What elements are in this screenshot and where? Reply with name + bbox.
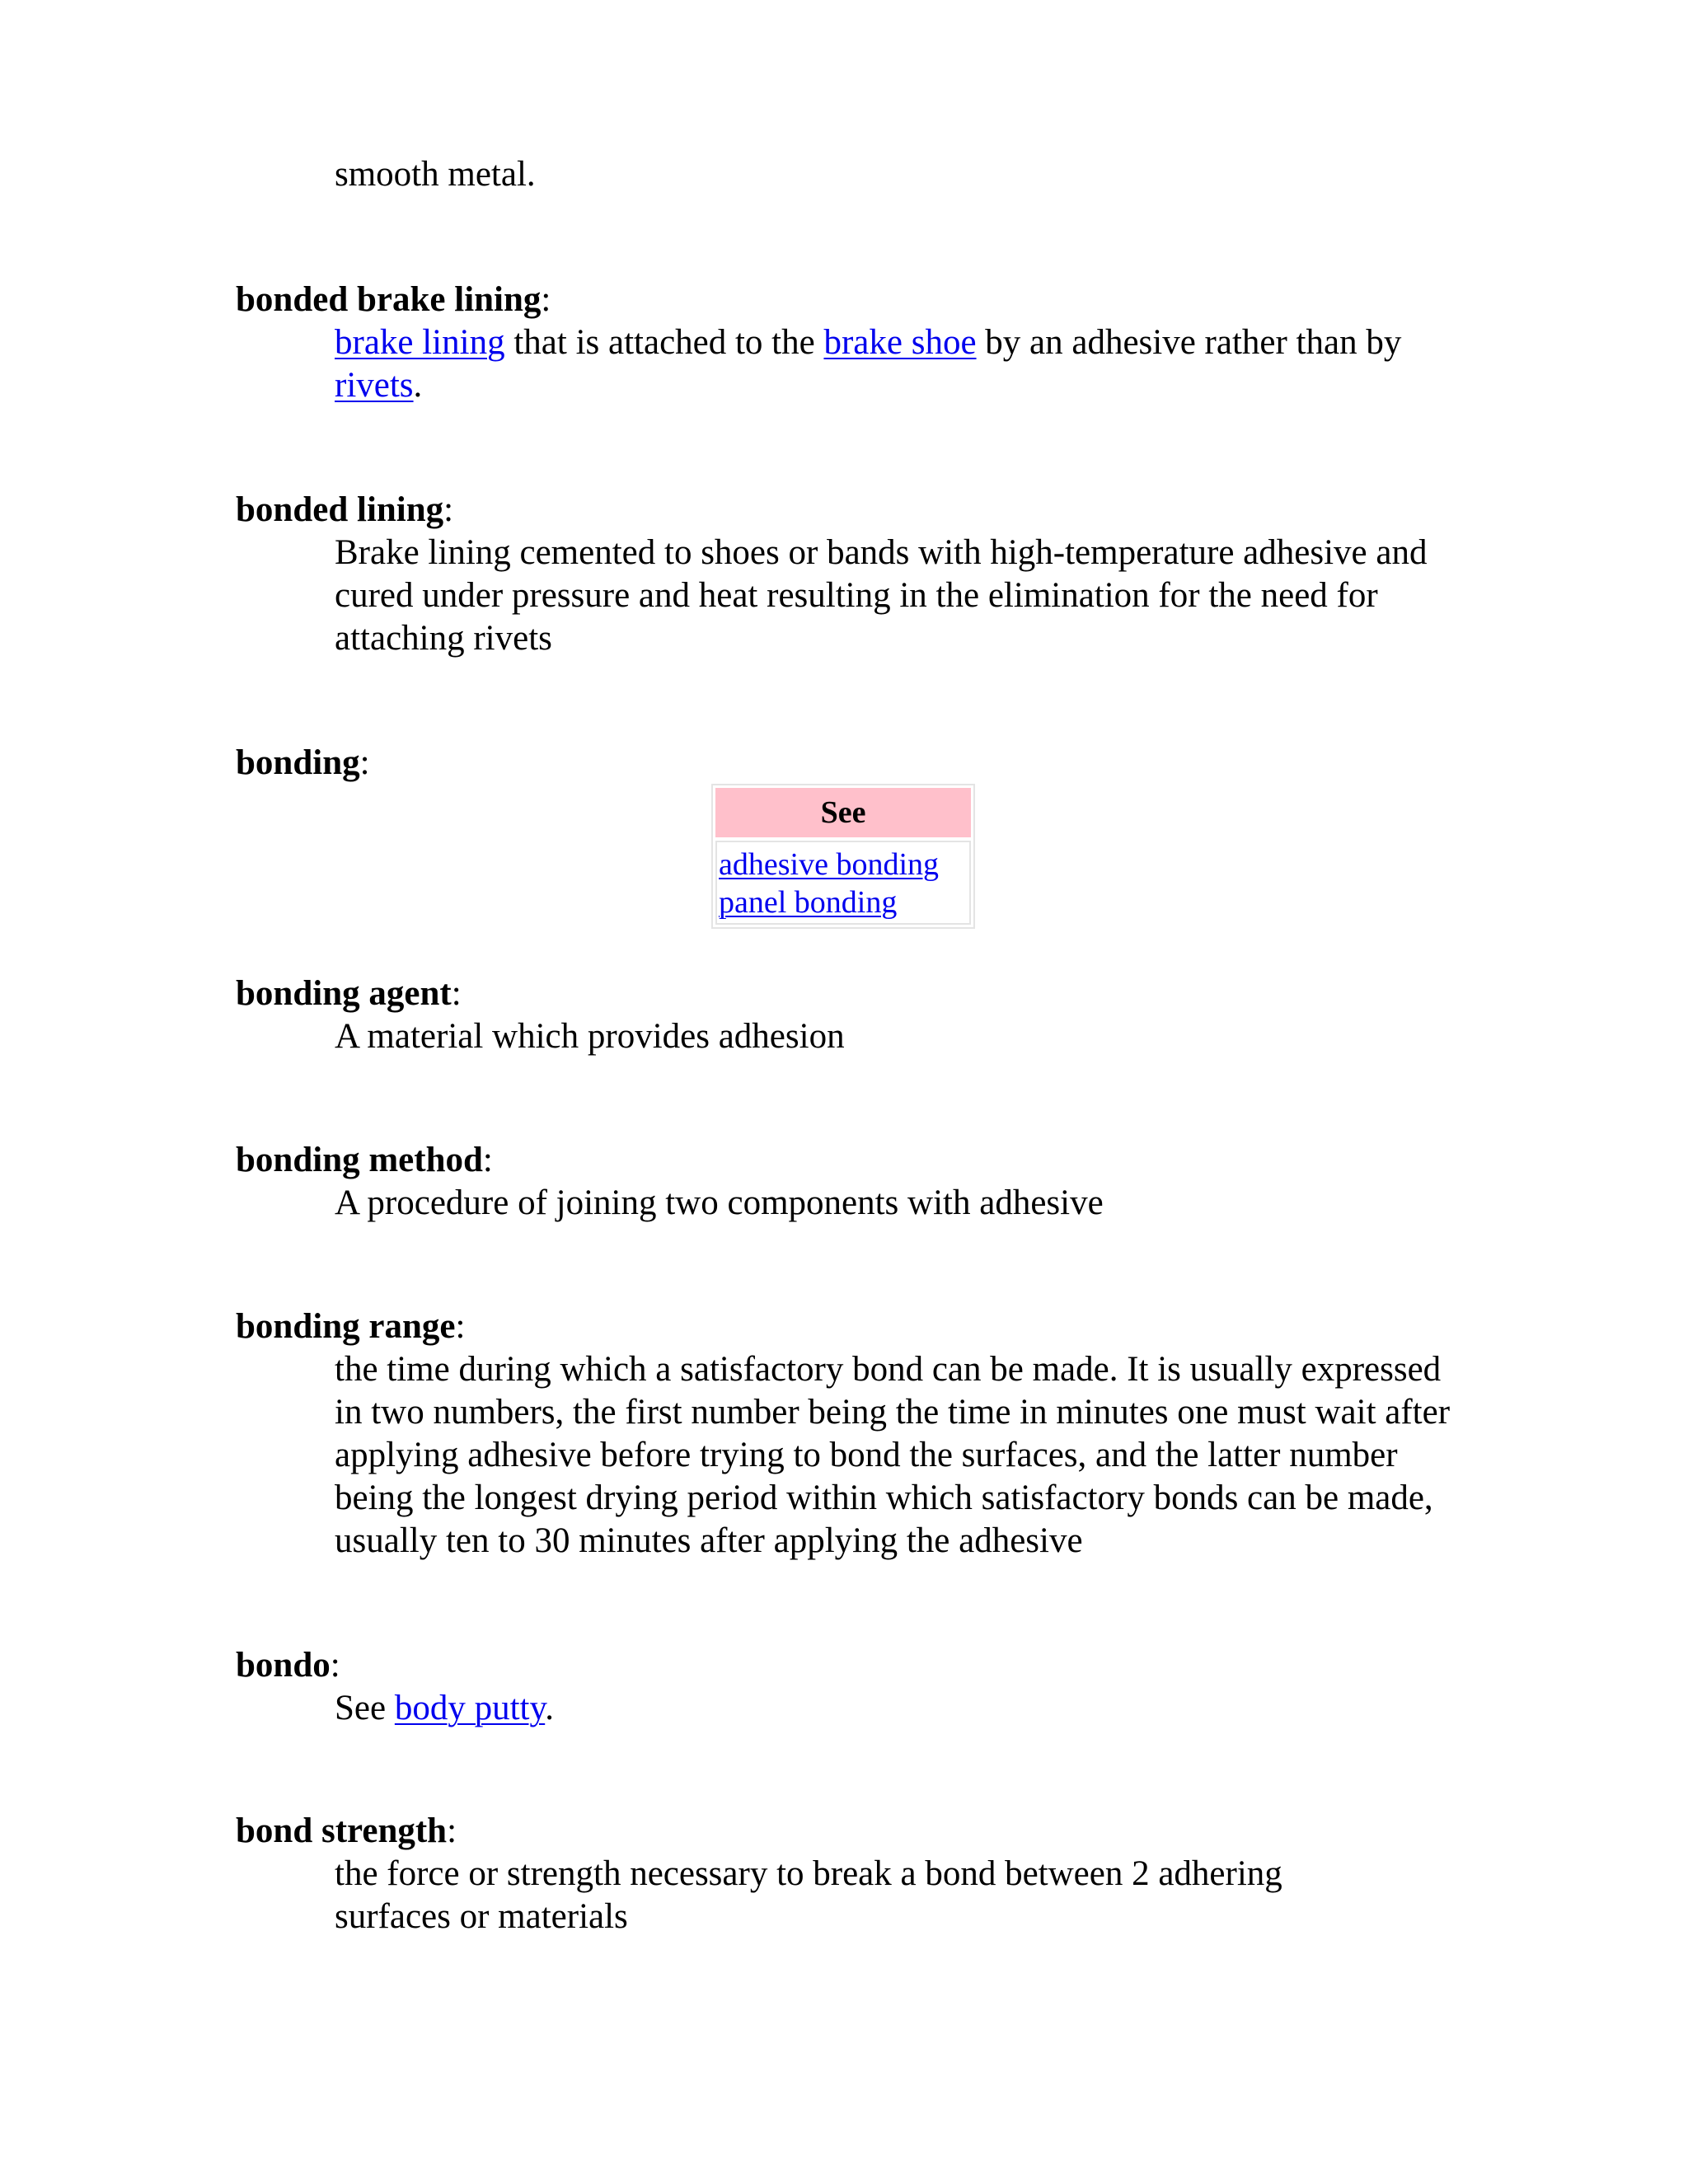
colon: : [455,1307,466,1346]
entry-bonded-lining [236,489,1472,660]
entry-bonding-method [236,1139,1472,1225]
definition: Brake lining cemented to shoes or bands with high-temperature adhesive and cured under pressure and heat resulting in the elimination for the need for attaching rivets [335,533,1428,658]
definition-text: See [335,1689,395,1727]
definition [335,321,1431,407]
term: bonded brake lining [236,280,542,319]
term-line [236,1139,1472,1182]
term: bonded lining [236,490,444,529]
link-body-putty[interactable]: body putty [394,1689,546,1727]
see-also-links [715,841,971,925]
term-line [236,972,1472,1015]
link-panel-bonding[interactable]: panel bonding [719,885,898,920]
definition [335,1687,1472,1730]
continuation-text: smooth metal. [335,155,536,194]
definition: A procedure of joining two components with adhesive [335,1183,1104,1222]
term: bondo [236,1646,331,1685]
definition-text: . [545,1689,554,1727]
term: bonding [236,743,360,782]
link-rivets[interactable]: rivets [335,366,414,405]
entry-bonded-brake-lining [236,279,1472,407]
link-brake-shoe[interactable]: brake shoe [823,323,977,362]
colon: : [482,1141,493,1179]
term: bonding range [236,1307,456,1346]
definition: the time during which a satisfactory bond can be made. It is usually expressed in two numbers, the first number being the time in minutes one must wait after applying adhesive before trying to bond the surfaces, and the latter number being the longest drying period within which satisfactory bonds can be made, usually ten to 30 minutes after applying the adhesive [335,1350,1451,1560]
see-also-box [711,784,975,929]
definition: the force or strength necessary to break a bond between 2 adhering surfaces or materials [335,1854,1282,1936]
definition-text: . [413,366,423,405]
see-also-header: See [715,788,971,837]
link-brake-lining[interactable]: brake lining [335,323,505,362]
term-line [236,1305,1472,1348]
term-line [236,279,1472,321]
definition-text: by an adhesive rather than by [976,323,1402,362]
entry-bond-strength [236,1810,1472,1938]
term: bonding method [236,1141,483,1179]
definition-text: that is attached to the [504,323,824,362]
colon: : [451,974,462,1013]
term-line [236,1810,1472,1853]
colon: : [359,743,370,782]
colon: : [541,280,551,319]
term: bond strength [236,1811,448,1850]
entry-bonding-agent [236,972,1472,1058]
colon: : [447,1811,457,1850]
entry-bonding [236,742,1472,785]
definition: A material which provides adhesion [335,1017,845,1056]
link-adhesive-bonding[interactable]: adhesive bonding [719,847,940,882]
entry-bonding-range [236,1305,1472,1563]
colon: : [443,490,454,529]
entry-bondo [236,1644,1472,1730]
term-line [236,742,1472,785]
term: bonding agent [236,974,452,1013]
term-line [236,489,1472,532]
colon: : [330,1646,340,1685]
term-line [236,1644,1472,1687]
